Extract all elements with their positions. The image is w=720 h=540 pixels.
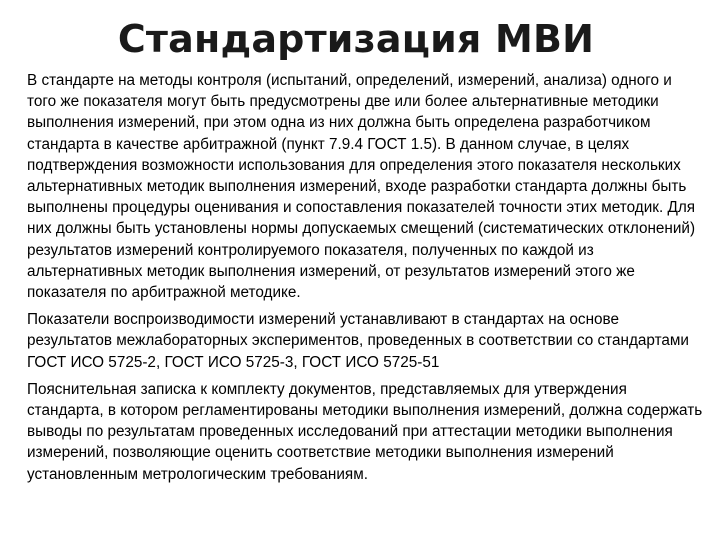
slide-title: Стандартизация МВИ: [117, 17, 595, 61]
slide-body: [27, 70, 705, 491]
paragraph-reproducibility: Показатели воспроизводимости измерений устанавливают в стандартах на основе результатов межлабораторных экспериментов, проведенных в соответствии со стандартами ГОСТ ИСО 5725-2, ГОСТ ИСО 5725-3, ГОСТ ИСО 5725-51: [27, 311, 689, 371]
paragraph-explanatory-note: Пояснительная записка к комплекту документов, представляемых для утверждения стандарта, в котором регламентированы методики выполнения измерений, должна содержать выводы по результатам проведенных исследований при аттестации методики выполнения измерений, позволяющие оценить соответствие методики выполнения измерений установленным метрологическим требованиям.: [27, 380, 703, 483]
paragraph-alternative-methods: В стандарте на методы контроля (испытаний, определений, измерений, анализа) одного и того же показателя могут быть предусмотрены две или более альтернативные методики выполнения измерений, при этом одна из них должна быть определена разработчиком стандарта в качестве арбитражной (пункт 7.9.4 ГОСТ 1.5). В данном случае, в целях подтверждения возможности использования для определения этого показателя нескольких альтернативных методик выполнения измерений, входе разработки стандарта должны быть выполнены процедуры оценивания и сопоставления показателей точности этих методик. Для них должны быть установлены нормы допускаемых смещений (систематических отклонений) результатов измерений контролируемого показателя, полученных по каждой из альтернативных методик выполнения измерений, от результатов измерений этого же показателя по арбитражной методике.: [27, 72, 696, 302]
